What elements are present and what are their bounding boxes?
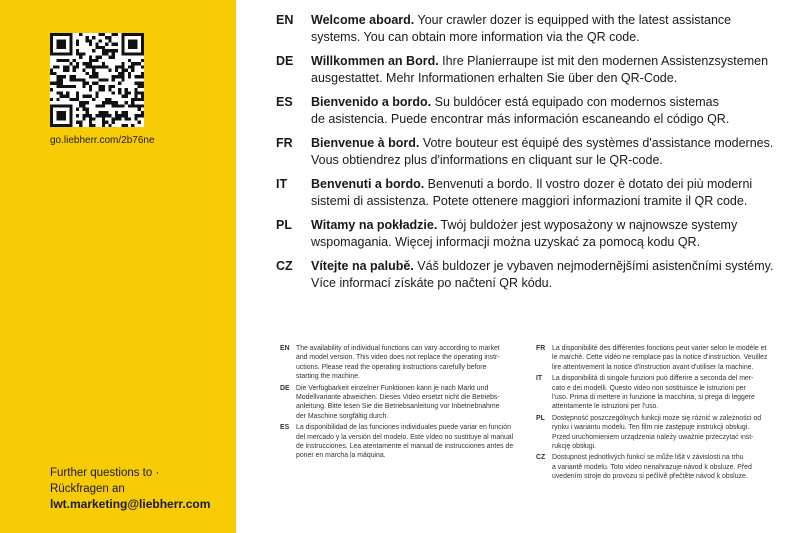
contact-email-link[interactable]: lwt.marketing@liebherr.com: [50, 497, 211, 511]
disclaimer-line: rukcję obsługi.: [552, 443, 597, 451]
greeting-text: [311, 94, 790, 127]
greeting-line-1: Twój buldożer jest wyposażony w najnowsze systemy: [437, 218, 738, 232]
greeting-line-2: Více informací získáte po načtení QR kódu.: [311, 275, 553, 290]
greeting-headline: Witamy na pokładzie.: [311, 218, 438, 232]
greeting-headline: Welcome aboard.: [311, 13, 415, 27]
language-code: PL: [536, 414, 545, 422]
disclaimer-line: Die Verfügbarkeit einzelner Funktionen kann je nach Markt und: [296, 384, 489, 392]
disclaimer-text: [296, 423, 516, 461]
language-code: CZ: [536, 454, 546, 462]
greetings-list: [276, 12, 790, 299]
disclaimer-line: The availability of individual functions can vary according to market: [296, 345, 500, 352]
disclaimer-line: Dostępność poszczególnych funkcji może się różnić w zależności od: [552, 414, 762, 422]
disclaimer-line: de instrucciones. Lea atentamente el manual de instrucciones antes de: [296, 443, 514, 451]
disclaimer-cz: [536, 453, 772, 481]
disclaimer-line: le marché. Cette vidéo ne remplace pas la notice d'instruction. Veuillez: [552, 354, 768, 362]
greeting-fr: [276, 135, 790, 168]
greeting-text: [311, 176, 790, 209]
language-code: CZ: [276, 259, 293, 273]
disclaimer-line: and model version. This video does not replace the operating instr-: [296, 354, 500, 362]
greeting-text: [311, 12, 790, 45]
disclaimer-line: cato e dei modelli. Questo video non sostituisce le istruzioni per: [552, 384, 746, 392]
disclaimer-en: [280, 344, 516, 382]
disclaimer-text: [552, 414, 772, 452]
greeting-headline: Benvenuti a bordo.: [311, 177, 425, 191]
greeting-pl: [276, 217, 790, 250]
greeting-text: [311, 217, 790, 250]
disclaimer-line: poner en marcha la máquina.: [296, 452, 386, 460]
disclaimer-line: Dostupnost jednotlivých funkcí se může lišit v závislosti na trhu: [552, 454, 744, 462]
disclaimer-line: Przed uruchomieniem urządzenia należy uważnie przeczytać inst-: [552, 433, 754, 441]
disclaimer-line: uvedením stroje do provozu si pečlivě přečtěte návod k obsluze.: [552, 473, 748, 481]
disclaimer-line: l'uso. Prima di mettere in funzione la macchina, si prega di leggere: [552, 394, 755, 402]
disclaimer-line: a variantě modelu. Toto video nenahrazuje návod k obsluze. Před: [552, 463, 752, 471]
language-code: IT: [276, 177, 288, 191]
disclaimer-fr: [536, 344, 772, 372]
disclaimer-column-left: [280, 344, 516, 463]
disclaimer-text: [552, 344, 772, 372]
greeting-headline: Bienvenue à bord.: [311, 136, 420, 150]
disclaimer-it: [536, 374, 772, 412]
greeting-line-2: wspomagania. Więcej informacji można uzyskać za pomocą kodu QR.: [311, 234, 701, 249]
greeting-de: [276, 53, 790, 86]
disclaimer-text: [296, 344, 516, 382]
contact-block: [50, 466, 210, 513]
disclaimer-line: del mercado y la versión del modelo. Este vídeo no sustituye al manual: [296, 433, 514, 441]
language-code: PL: [276, 218, 292, 232]
greeting-line-1: Benvenuti a bordo. Il vostro dozer è dotato dei più moderni: [424, 177, 753, 191]
disclaimer-line: La disponibilità di singole funzioni può differire a seconda del mer-: [552, 375, 754, 383]
greeting-headline: Willkommen an Bord.: [311, 54, 439, 68]
disclaimer-line: La disponibilidad de las funciones individuales puede variar en función: [296, 424, 511, 432]
language-code: IT: [536, 375, 543, 383]
language-code: FR: [536, 345, 546, 352]
greeting-es: [276, 94, 790, 127]
disclaimer-text: [552, 374, 772, 412]
greeting-headline: Vítejte na palubě.: [311, 259, 414, 273]
qr-code-graphic: [50, 33, 144, 127]
disclaimer-es: [280, 423, 516, 461]
yellow-sidebar: [0, 0, 236, 533]
disclaimer-line: anleitung. Bitte lesen Sie die Betriebsanleitung vor Inbetriebnahme: [296, 403, 500, 411]
disclaimer-text: [552, 453, 772, 481]
greeting-line-1: Ihre Planierraupe ist mit den modernen Assistenzsystemen: [438, 54, 769, 68]
language-code: FR: [276, 136, 293, 150]
disclaimer-line: attentamente le istruzioni per l'uso.: [552, 403, 659, 411]
language-code: DE: [280, 384, 290, 392]
disclaimer-line: lire attentivement la notice d'instruction avant d'utiliser la machine.: [552, 363, 754, 371]
disclaimer-pl: [536, 414, 772, 452]
further-questions-label: Further questions to ·: [50, 467, 160, 479]
greeting-line-2: ausgestattet. Mehr Informationen erhalten Sie über den QR-Code.: [311, 70, 678, 85]
disclaimer-text: [296, 384, 516, 422]
qr-url-link[interactable]: go.liebherr.com/2b76ne: [50, 135, 155, 146]
greeting-line-2: sistemi di assistenza. Potete ottenere maggiori informazioni tramite il QR code.: [311, 193, 748, 208]
disclaimer-line: rynku i wariantu modelu. Ten film nie zastępuje instrukcji obsługi.: [552, 424, 750, 432]
disclaimer-line: Modellvariante abweichen. Dieses Video ersetzt nicht die Betriebs-: [296, 394, 500, 402]
greeting-text: [311, 258, 790, 291]
disclaimer-de: [280, 384, 516, 422]
rueckfragen-label: Rückfragen an: [50, 482, 125, 495]
greeting-cz: [276, 258, 790, 291]
language-code: ES: [280, 424, 290, 432]
disclaimer-line: der Maschine sorgfältig durch.: [296, 412, 389, 420]
greeting-text: [311, 135, 790, 168]
greeting-line-1: Your crawler dozer is equipped with the latest assistance: [414, 13, 732, 27]
greeting-line-2: Vous obtiendrez plus d'informations en cliquant sur le QR-code.: [311, 152, 663, 167]
disclaimer-line: La disponibilité des différentes fonctions peut varier selon le modèle et: [552, 345, 767, 352]
greeting-line-1: Váš buldozer je vybaven nejmodernějšími asistenčními systémy.: [413, 259, 774, 273]
greeting-text: [311, 53, 790, 86]
language-code: EN: [280, 345, 290, 352]
disclaimer-line: starting the machine.: [296, 373, 360, 381]
greeting-line-1: Votre bouteur est équipé des systèmes d'assistance modernes.: [419, 136, 774, 150]
disclaimer-column-right: [536, 344, 772, 484]
disclaimer-line: uctions. Please read the operating instructions carefully before: [296, 363, 487, 371]
language-code: EN: [276, 13, 294, 27]
language-code: DE: [276, 54, 294, 68]
greeting-en: [276, 12, 790, 45]
greeting-line-1: Su buldócer está equipado con modernos sistemas: [431, 95, 719, 109]
qr-code-icon[interactable]: [50, 33, 144, 127]
greeting-line-2: systems. You can obtain more information via the QR code.: [311, 29, 640, 44]
greeting-headline: Bienvenido a bordo.: [311, 95, 432, 109]
greeting-line-2: de asistencia. Puede encontrar más información escaneando el código QR.: [311, 111, 730, 126]
greeting-it: [276, 176, 790, 209]
language-code: ES: [276, 95, 293, 109]
